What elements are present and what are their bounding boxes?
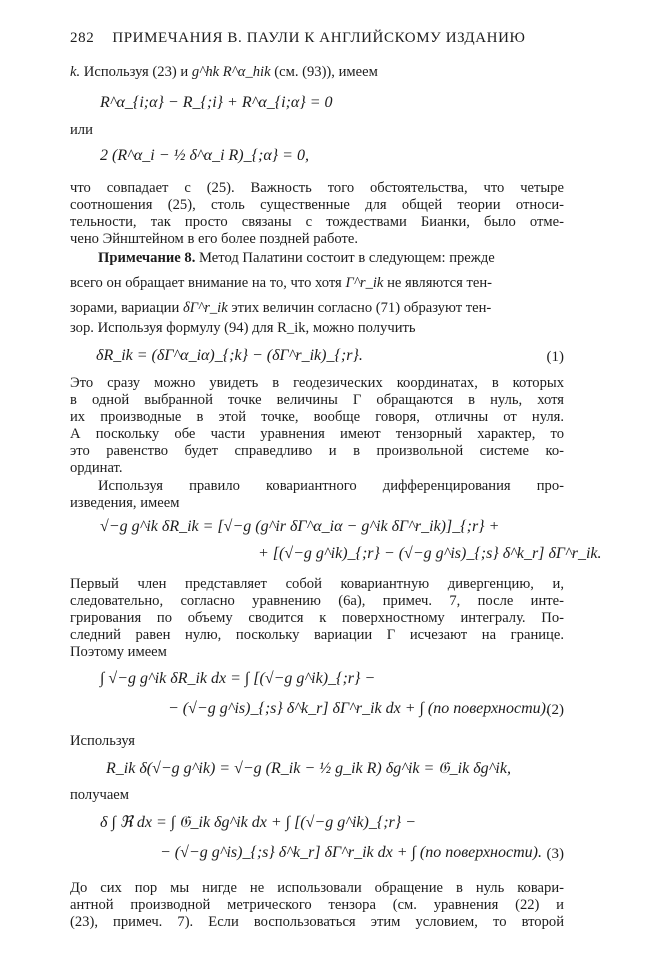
equation-bianki-a: R^α_{i;α} − R_{;i} + R^α_{i;α} = 0 xyxy=(100,94,333,111)
word-ispolzuya: Используя xyxy=(70,733,135,749)
note8-line1 xyxy=(98,250,495,267)
para4-line: Поэтому имеем xyxy=(70,644,167,660)
equation-variation-line1: √−g g^ik δR_ik = [√−g (g^ir δΓ^α_iα − g^ik δΓ^r_ik)]_{;r} + xyxy=(100,518,500,535)
para3-line: Используя правило ковариантного дифференцирования про- xyxy=(98,478,564,494)
para4-line: следовательно, согласно уравнению (6а), примеч. 7, после инте- xyxy=(70,593,564,609)
word-poluchaem: получаем xyxy=(70,787,130,803)
para2-line: в одной выбранной точке величины Γ обращаются в нуль, хотя xyxy=(70,392,564,408)
equation-number-2: (2) xyxy=(546,702,564,718)
equation-einstein-tensor: R_ik δ(√−g g^ik) = √−g (R_ik − ½ g_ik R) δg^ik = 𝔊_ik δg^ik, xyxy=(106,760,511,777)
para2-line: это равенство будет справедливо и в произвольной системе ко- xyxy=(70,443,564,459)
note8-text: не являются тен- xyxy=(387,275,493,291)
note8-text: Метод Палатини состоит в следующем: прежде xyxy=(199,250,495,266)
note8-label: Примечание 8. xyxy=(98,250,196,266)
para1-line: чено Эйнштейном в его более поздней работе. xyxy=(70,231,359,247)
equation-number-1: (1) xyxy=(546,349,564,365)
delta-gamma-symbol: δΓ^r_ik xyxy=(182,300,228,316)
para4-line: грирования по объему сводится к поверхностному интегралу. По- xyxy=(70,610,564,626)
note8-text: всего он обращает внимание на то, что хотя xyxy=(70,275,342,291)
equation-1: δR_ik = (δΓ^α_iα)_{;k} − (δΓ^r_ik)_{;r}. xyxy=(96,347,363,364)
word-ili: или xyxy=(70,122,93,138)
note8-line3 xyxy=(70,300,491,317)
para1-line: тельности, так просто связаны с тождествами Бианки, было отме- xyxy=(70,214,564,230)
para4-line: следний равен нулю, поскольку вариации Γ исчезают на границе. xyxy=(70,627,564,643)
para3-line: изведения, имеем xyxy=(70,495,180,511)
equation-variation-line2: + [(√−g g^ik)_{;r} − (√−g g^is)_{;s} δ^k_r] δΓ^r_ik. xyxy=(258,545,602,562)
note8-line4: зор. Используя формулу (94) для R_ik, можно получить xyxy=(70,320,416,336)
para4-line: Первый член представляет собой ковариантную дивергенцию, и, xyxy=(70,576,564,592)
para5-line: До сих пор мы нигде не использовали обращение в нуль ковари- xyxy=(70,880,564,896)
para2-line: Это сразу можно увидеть в геодезических координатах, в которых xyxy=(70,375,564,391)
note8-text: зорами, вариации xyxy=(70,300,180,316)
running-header xyxy=(70,30,590,47)
intro-line xyxy=(70,64,378,81)
intro-text-a: Используя (23) и xyxy=(83,64,189,80)
note8-text: этих величин согласно (71) образуют тен- xyxy=(231,300,492,316)
intro-formula: g^hk R^α_hik xyxy=(191,64,271,80)
gamma-symbol: Γ^r_ik xyxy=(345,275,384,291)
para1-line: что совпадает с (25). Важность того обстоятельства, что четыре xyxy=(70,180,564,196)
k-symbol: k. xyxy=(70,64,81,80)
note8-line2 xyxy=(70,275,492,292)
para2-line: А поскольку обе части уравнения имеют тензорный характер, то xyxy=(70,426,564,442)
para5-line: антной производной метрического тензора (см. уравнения (22) и xyxy=(70,897,564,913)
running-title: ПРИМЕЧАНИЯ В. ПАУЛИ К АНГЛИЙСКОМУ ИЗДАНИЮ xyxy=(112,30,526,46)
page-number: 282 xyxy=(70,30,95,46)
para2-line: ординат. xyxy=(70,460,123,476)
para2-line: их производные в этой точке, вообще говоря, отличны от нуля. xyxy=(70,409,564,425)
equation-2-line2: − (√−g g^is)_{;s} δ^k_r] δΓ^r_ik dx + ∫ (по поверхности). xyxy=(168,700,550,717)
equation-number-3: (3) xyxy=(546,846,564,862)
intro-text-b: (см. (93)), имеем xyxy=(274,64,378,80)
equation-3-line1: δ ∫ ℜ dx = ∫ 𝔊_ik δg^ik dx + ∫ [(√−g g^ik)_{;r} − xyxy=(100,814,416,831)
para5-line: (23), примеч. 7). Если воспользоваться этим условием, то второй xyxy=(70,914,564,930)
equation-bianki-b: 2 (R^α_i − ½ δ^α_i R)_{;α} = 0, xyxy=(100,147,309,164)
equation-2-line1: ∫ √−g g^ik δR_ik dx = ∫ [(√−g g^ik)_{;r} − xyxy=(100,670,376,687)
para1-line: соотношения (25), столь существенные для общей теории относи- xyxy=(70,197,564,213)
equation-3-line2: − (√−g g^is)_{;s} δ^k_r] δΓ^r_ik dx + ∫ (по поверхности). xyxy=(160,844,542,861)
